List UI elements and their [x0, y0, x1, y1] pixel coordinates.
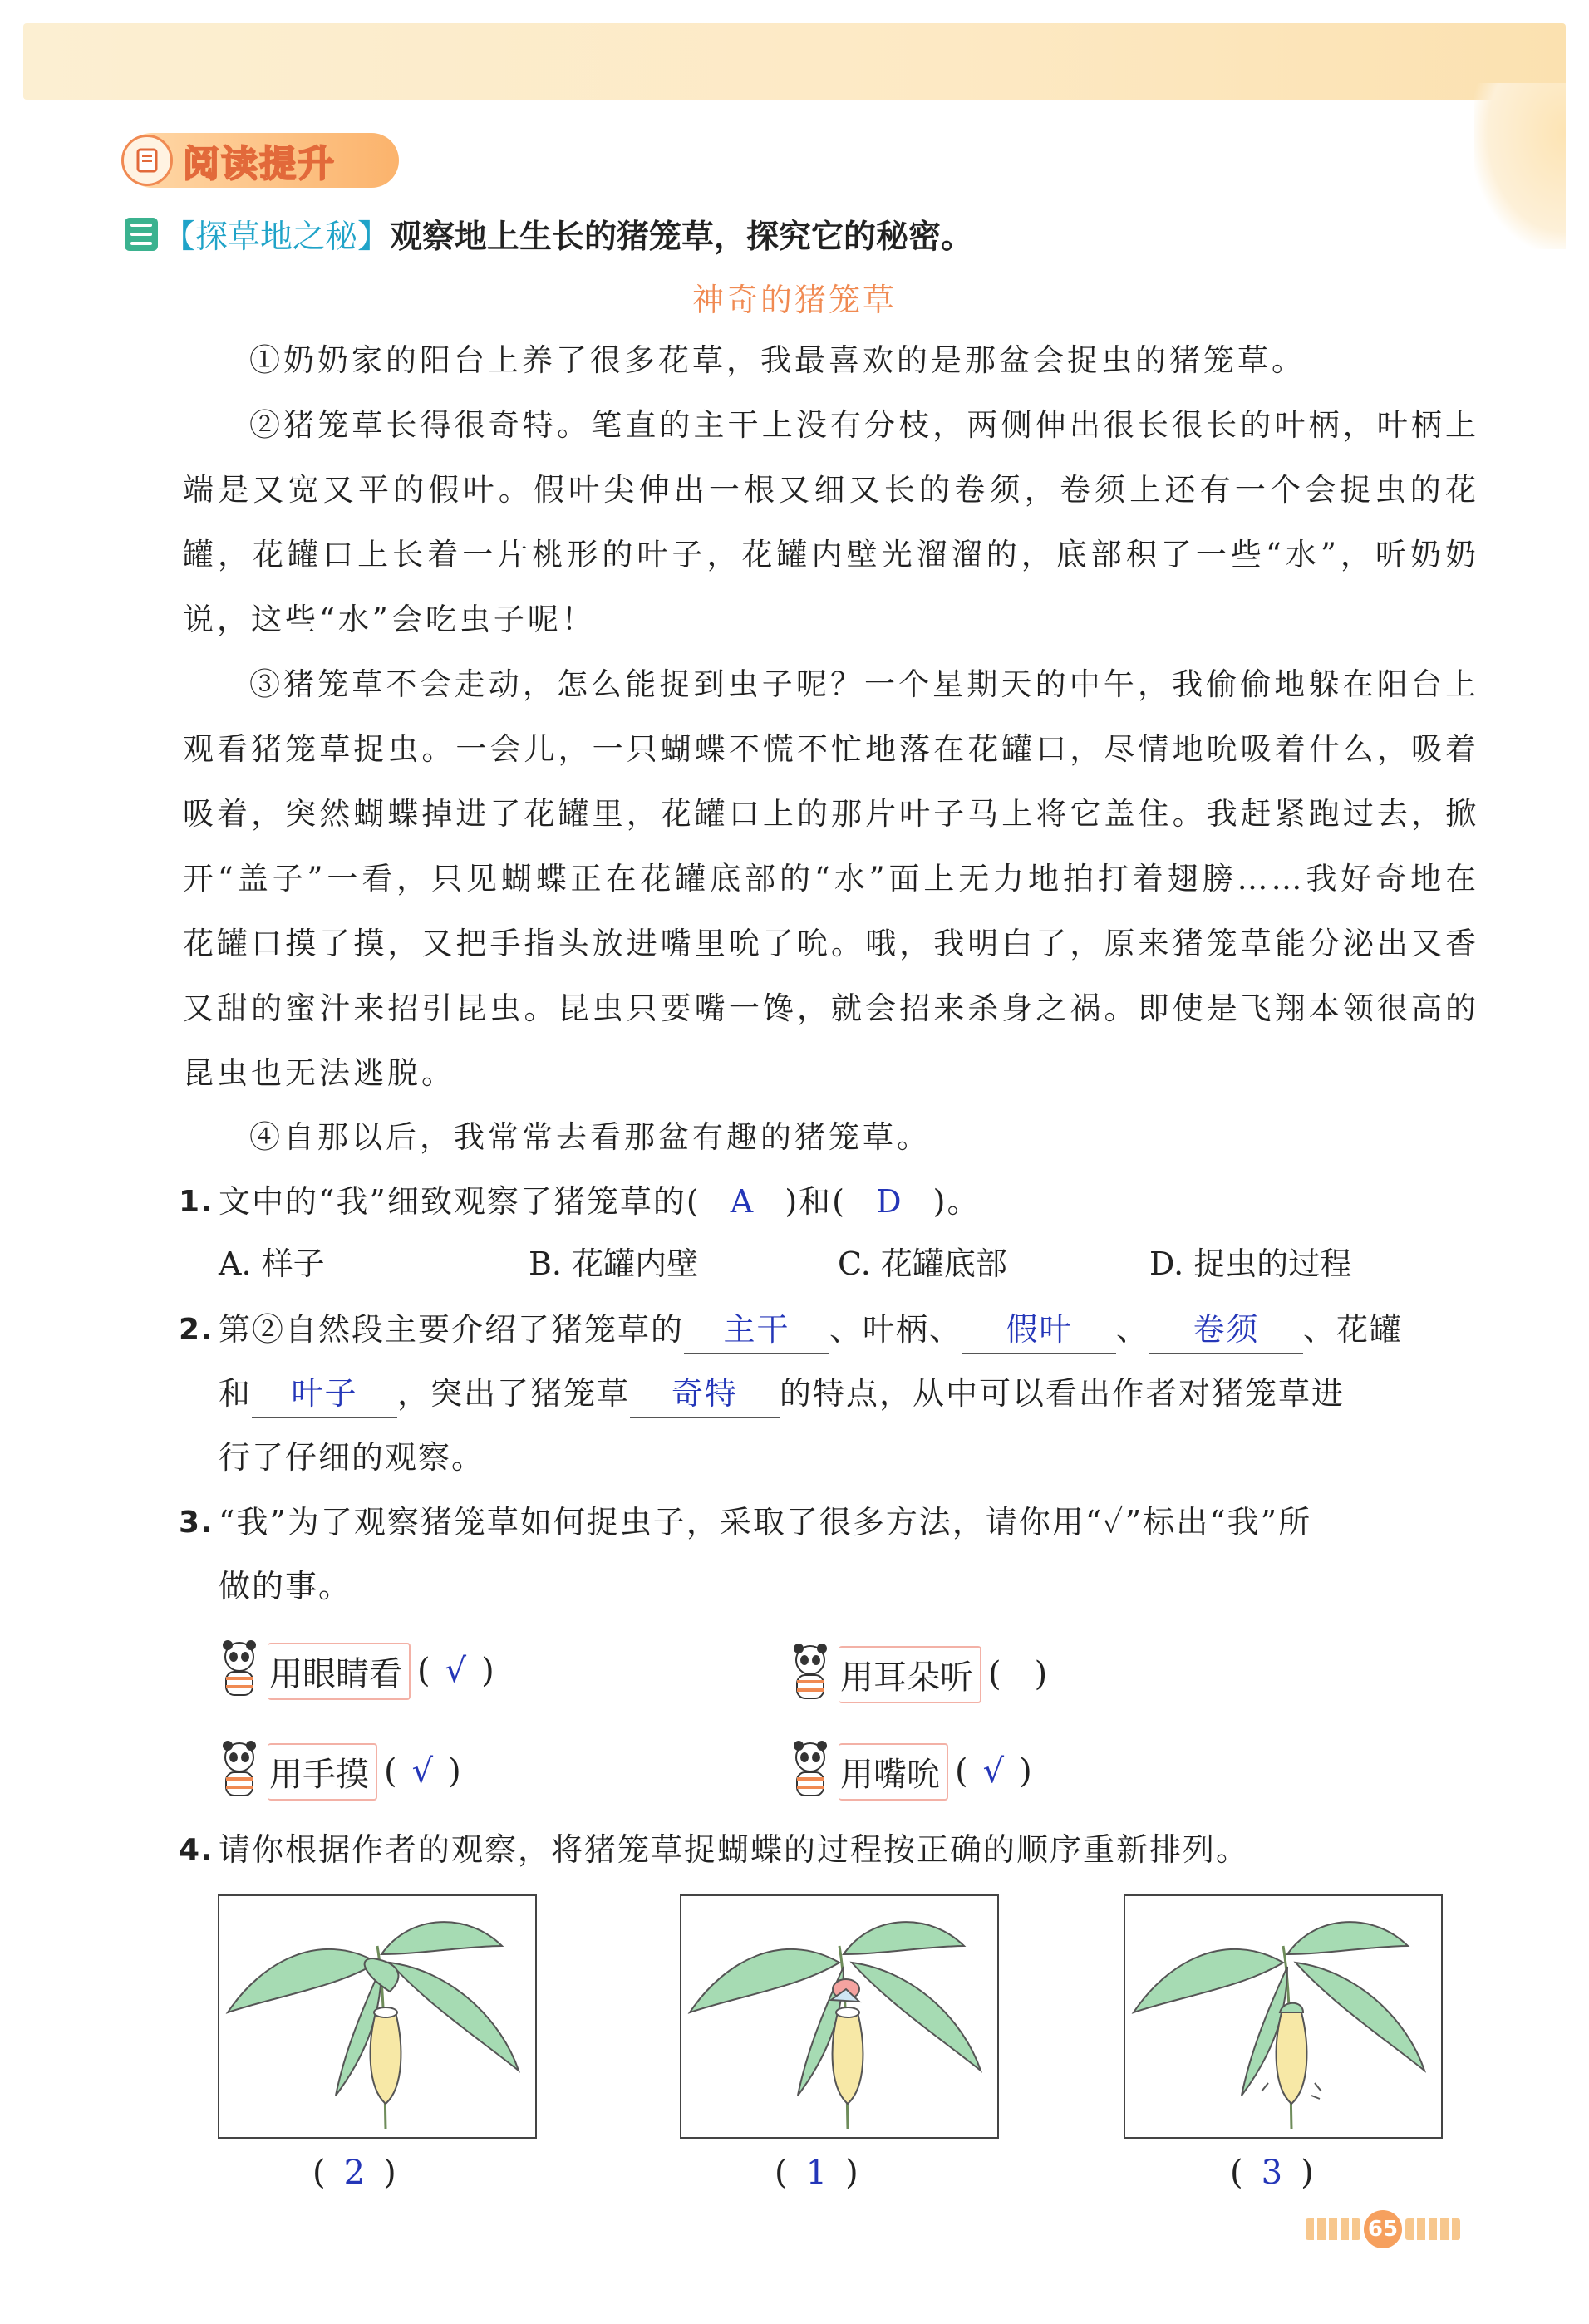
- pitcher-plant-picture-2: [680, 1894, 999, 2139]
- choice-label: 用耳朵听: [839, 1646, 981, 1703]
- section-title: 阅读提升: [183, 143, 336, 185]
- order-1: (2): [312, 2154, 415, 2192]
- choice-mouth[interactable]: [785, 1739, 1047, 1804]
- question-2-text-7: 的特点，从中可以看出作者对猪笼草进: [780, 1375, 1345, 1412]
- question-1-text: 文中的“我”细致观察了猪笼草的(: [219, 1183, 701, 1220]
- question-tag: 【探草地之秘】: [163, 219, 391, 256]
- page-decoration-right: [1405, 2218, 1460, 2240]
- list-icon: [125, 218, 158, 251]
- question-2-text-8: 行了仔细的观察。: [219, 1439, 485, 1476]
- question-1-text-b: )和(: [785, 1183, 846, 1220]
- pitcher-plant-picture-1: [218, 1894, 537, 2139]
- page-number: [1300, 2210, 1466, 2248]
- question-2-text-2: 、叶柄、: [829, 1311, 963, 1348]
- order-2: (1): [775, 2154, 877, 2192]
- answer-1a[interactable]: A: [730, 1183, 755, 1220]
- passage-title: 神奇的猪笼草: [691, 282, 897, 318]
- header-band: [23, 23, 1566, 100]
- panda-icon: [214, 1639, 264, 1703]
- answer-1b[interactable]: D: [876, 1183, 903, 1220]
- choice-mark: √: [411, 1752, 449, 1791]
- question-4: [179, 1818, 1483, 1882]
- question-header: [125, 209, 1454, 259]
- blank-4[interactable]: 叶子: [252, 1370, 397, 1418]
- pitcher-plant-picture-3: [1124, 1894, 1443, 2139]
- question-1: [179, 1170, 1483, 1234]
- choice-paren: (√): [417, 1652, 509, 1690]
- blank-3[interactable]: 卷须: [1149, 1306, 1303, 1354]
- section-badge: [125, 133, 399, 188]
- paragraph-2: ②猪笼草长得很奇特。笔直的主干上没有分枝，两侧伸出很长很长的叶柄，叶柄上端是又宽又平的假叶。假叶尖伸出一根又细又长的卷须，卷须上还有一个会捉虫的花罐，花罐口上长着一片桃形的叶子，花罐内壁光溜溜的，底部积了一些“水”，听奶奶说，这些“水”会吃虫子呢！: [183, 407, 1479, 637]
- order-3: (3): [1230, 2154, 1332, 2192]
- order-answer-2[interactable]: 1: [805, 2154, 846, 2192]
- choice-label: 用手摸: [268, 1743, 377, 1801]
- question-2-number: 2.: [179, 1313, 214, 1347]
- question-2: [179, 1298, 1483, 1490]
- order-answer-1[interactable]: 2: [343, 2154, 384, 2192]
- panda-icon: [214, 1739, 264, 1804]
- choice-hands[interactable]: [214, 1739, 476, 1804]
- option-a: A. 样子: [219, 1246, 325, 1282]
- question-4-text: 请你根据作者的观察，将猪笼草捉蝴蝶的过程按正确的顺序重新排列。: [219, 1831, 1250, 1868]
- option-d: D. 捉虫的过程: [1149, 1246, 1352, 1282]
- question-1-text-c: )。: [932, 1183, 981, 1220]
- choice-eyes[interactable]: [214, 1639, 509, 1703]
- paragraph-3: ③猪笼草不会走动，怎么能捉到虫子呢？一个星期天的中午，我偷偷地躲在阳台上观看猪笼草捉虫。一会儿，一只蝴蝶不慌不忙地落在花罐口，尽情地吮吸着什么，吸着吸着，突然蝴蝶掉进了花罐里，花罐口上的那片叶子马上将它盖住。我赶紧跑过去，掀开“盖子”一看，只见蝴蝶正在花罐底部的“水”面上无力地拍打着翅膀……我好奇地在花罐口摸了摸，又把手指头放进嘴里吮了吮。哦，我明白了，原来猪笼草能分泌出又香又甜的蜜汁来招引昆虫。昆虫只要嘴一馋，就会招来杀身之祸。即使是飞翔本领很高的昆虫也无法逃脱。: [183, 666, 1479, 1091]
- panda-icon: [785, 1739, 835, 1804]
- order-answer-3[interactable]: 3: [1261, 2154, 1301, 2192]
- choice-ears[interactable]: [785, 1642, 1080, 1707]
- question-2-text-5: 和: [219, 1375, 253, 1412]
- question-prompt: 观察地上生长的猪笼草，探究它的秘密。: [390, 219, 974, 256]
- page-decoration-left: [1306, 2218, 1360, 2240]
- choice-paren: (): [988, 1655, 1081, 1693]
- question-2-text: 第②自然段主要介绍了猪笼草的: [219, 1311, 685, 1348]
- question-2-text-3: 、: [1116, 1311, 1150, 1348]
- question-3-line-2: 做的事。: [219, 1568, 352, 1604]
- book-icon: [121, 135, 173, 186]
- paragraph-1: ①奶奶家的阳台上养了很多花草，我最喜欢的是那盆会捉虫的猪笼草。: [249, 342, 1306, 378]
- choice-mark: √: [982, 1752, 1020, 1791]
- page-number-value: 65: [1364, 2210, 1402, 2248]
- corner-decoration: [1474, 83, 1566, 249]
- choice-paren: (√): [955, 1752, 1047, 1791]
- blank-2[interactable]: 假叶: [962, 1306, 1116, 1354]
- option-b: B. 花罐内壁: [529, 1246, 699, 1282]
- choice-label: 用眼睛看: [268, 1643, 411, 1700]
- choice-label: 用嘴吮: [839, 1743, 948, 1801]
- choice-paren: (√): [384, 1752, 476, 1791]
- blank-5[interactable]: 奇特: [630, 1370, 780, 1418]
- question-2-text-4: 、花罐: [1303, 1311, 1404, 1348]
- question-2-text-6: ，突出了猪笼草: [397, 1375, 631, 1412]
- question-1-number: 1.: [179, 1185, 214, 1219]
- paragraph-4: ④自那以后，我常常去看那盆有趣的猪笼草。: [249, 1119, 931, 1155]
- choice-mark: √: [445, 1652, 482, 1690]
- question-3-line-1: “我”为了观察猪笼草如何捉虫子，采取了很多方法，请你用“✓”标出“我”所: [219, 1504, 1312, 1540]
- question-3-number: 3.: [179, 1506, 214, 1540]
- panda-icon: [785, 1642, 835, 1707]
- option-c: C. 花罐底部: [838, 1246, 1007, 1282]
- blank-1[interactable]: 主干: [684, 1306, 829, 1354]
- question-4-number: 4.: [179, 1833, 214, 1867]
- question-3: [179, 1491, 1483, 1619]
